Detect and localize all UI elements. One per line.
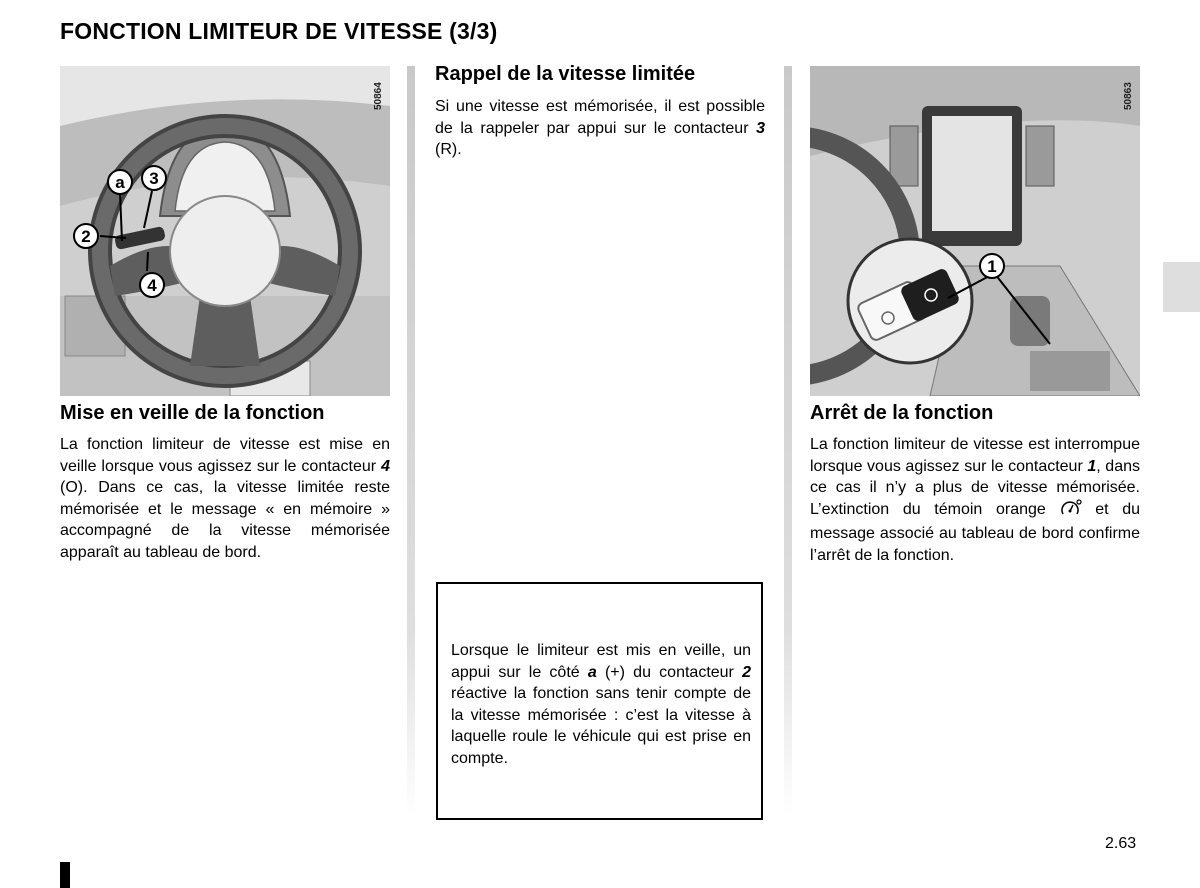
callout-4: 4 [147,276,157,295]
steering-wheel-illustration [60,66,390,396]
column-separator-left [407,66,415,816]
section-heading-recall: Rappel de la vitesse limitée [435,63,696,85]
section-tab-marker [1163,262,1200,312]
page-title: FONCTION LIMITEUR DE VITESSE (3/3) [60,18,498,44]
note-box [436,582,763,820]
section-heading-standby: Mise en veille de la fonction [60,402,325,424]
page-number: 2.63 [1105,835,1137,852]
column-separator-right [784,66,792,816]
callout-3: 3 [149,169,159,188]
stop-paragraph: La fonction limiteur de vitesse est interrompue lorsque vous agissez sur le contacteur 1, dans ce cas il n’y a plus de vitesse mémorisée. L’extinction du témoin orange et du message associé au tableau de bord confirme l’arrêt de la fonction. [810,436,1141,564]
recall-paragraph: Si une vitesse est mémorisée, il est possible de la rappeler par appui sur le contacteur 3 (R). [435,98,765,158]
note-text: Lorsque le limiteur est mis en veille, un appui sur le côté a (+) du contacteur 2 réactive la fonction sans tenir compte de la vitesse mémorisée : c’est la vitesse à laquelle roule le véhicule qui est prise en compte. [451,642,751,767]
corner-mark [60,862,70,888]
callout-1: 1 [987,257,997,276]
figure-id: 50863 [1123,82,1134,110]
speed-limiter-warning-icon [1060,499,1082,524]
center-console-illustration [810,66,1140,396]
callout-2: 2 [81,227,91,246]
callout-a: a [115,173,125,192]
section-heading-stop: Arrêt de la fonction [810,402,994,424]
figure-id: 50864 [373,82,384,110]
standby-paragraph: La fonction limiteur de vitesse est mise en veille lorsque vous agissez sur le contacteur 4 (O). Dans ce cas, la vitesse limitée reste mémorisée et le message « en mémoire » accompagné de la vitesse mémorisée apparaît au tableau de bord. [60,436,390,561]
